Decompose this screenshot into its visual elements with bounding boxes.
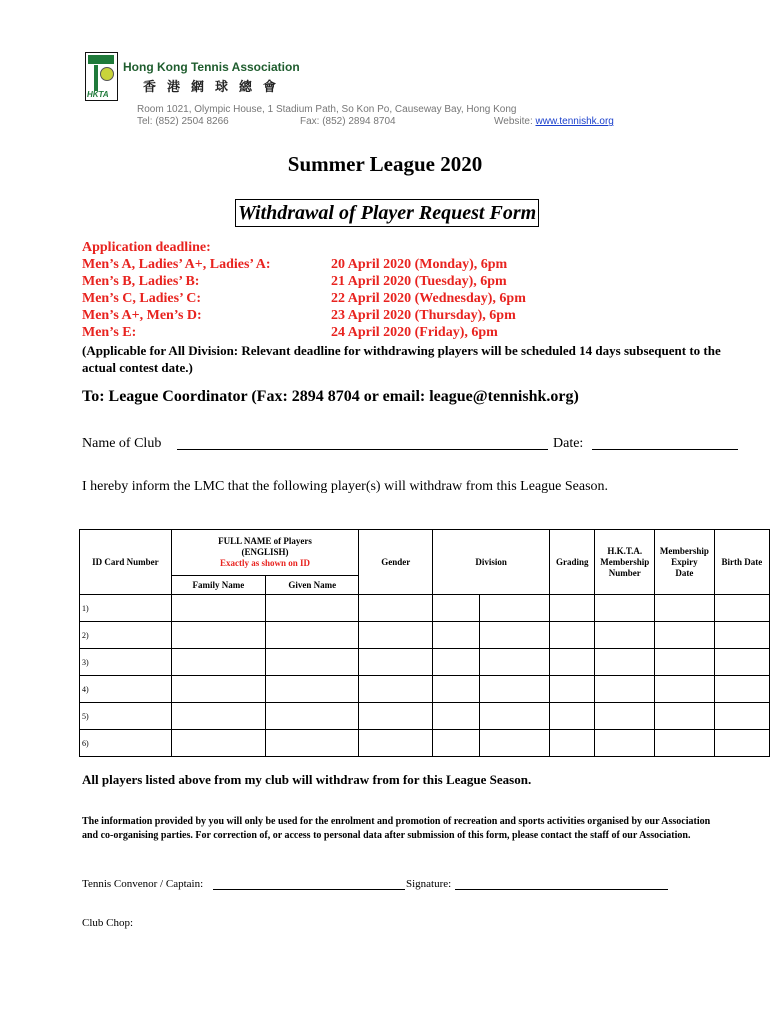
id-card-header: ID Card Number (80, 530, 172, 595)
cell[interactable] (714, 730, 769, 757)
convenor-label: Tennis Convenor / Captain: (82, 878, 204, 890)
table-row (80, 595, 770, 622)
deadline-division: Men’s E: (82, 325, 137, 340)
cell[interactable] (714, 595, 769, 622)
cell[interactable] (550, 730, 595, 757)
cell[interactable] (266, 595, 359, 622)
row-number: 2) (80, 622, 172, 649)
row-number: 1) (80, 595, 172, 622)
cell[interactable] (480, 730, 550, 757)
hkta-number-header (595, 530, 655, 595)
cell[interactable] (655, 622, 715, 649)
association-name-zh: 香港網球總會 (143, 80, 288, 95)
website-label: Website: (494, 116, 536, 127)
withdraw-statement: All players listed above from my club will withdraw from for this League Season. (82, 772, 532, 787)
full-name-english: (ENGLISH) (241, 547, 289, 557)
cell[interactable] (359, 676, 433, 703)
cell[interactable] (433, 649, 480, 676)
division-header: Division (433, 530, 550, 595)
row-number: 5) (80, 703, 172, 730)
cell[interactable] (595, 649, 655, 676)
website (494, 116, 614, 127)
table-row (80, 622, 770, 649)
cell[interactable] (266, 703, 359, 730)
birth-date-header: Birth Date (714, 530, 769, 595)
name-of-club-label: Name of Club (82, 436, 162, 451)
signature-field[interactable] (455, 889, 668, 890)
cell[interactable] (714, 676, 769, 703)
cell[interactable] (433, 703, 480, 730)
cell[interactable] (595, 676, 655, 703)
cell[interactable] (171, 676, 266, 703)
to-coordinator: To: League Coordinator (Fax: 2894 8704 or email: league@tennishk.org) (82, 388, 579, 405)
gender-header: Gender (359, 530, 433, 595)
fax-number: Fax: (852) 2894 8704 (300, 116, 396, 127)
address: Room 1021, Olympic House, 1 Stadium Path, So Kon Po, Causeway Bay, Hong Kong (137, 104, 517, 115)
logo-text: HKTA (87, 90, 109, 99)
hkta-line-3: Number (608, 567, 641, 578)
full-name-title: FULL NAME of Players (218, 536, 312, 546)
cell[interactable] (655, 595, 715, 622)
association-name-en: Hong Kong Tennis Association (123, 60, 300, 74)
cell[interactable] (433, 595, 480, 622)
cell[interactable] (171, 703, 266, 730)
cell[interactable] (655, 676, 715, 703)
row-number: 4) (80, 676, 172, 703)
row-number: 3) (80, 649, 172, 676)
cell[interactable] (714, 649, 769, 676)
cell[interactable] (433, 730, 480, 757)
cell[interactable] (266, 676, 359, 703)
convenor-field[interactable] (213, 889, 405, 890)
cell[interactable] (171, 730, 266, 757)
club-chop-label: Club Chop: (82, 917, 134, 929)
date-label: Date: (553, 436, 584, 451)
telephone: Tel: (852) 2504 8266 (137, 116, 229, 127)
cell[interactable] (480, 649, 550, 676)
full-name-header (171, 530, 359, 576)
cell[interactable] (359, 595, 433, 622)
given-name-header: Given Name (266, 576, 359, 595)
cell[interactable] (595, 622, 655, 649)
cell[interactable] (595, 595, 655, 622)
hkta-line-2: Membership (600, 556, 650, 567)
privacy-statement: The information provided by you will only be used for the enrolment and promotion of recreation and sports activities organised by our Association and co-organising parties. For correction of, or access to personal data after submission of this form, please contact the staff of our Association. (82, 816, 711, 841)
row-number: 6) (80, 730, 172, 757)
cell[interactable] (171, 595, 266, 622)
deadline-heading: Application deadline: (82, 240, 211, 255)
cell[interactable] (171, 649, 266, 676)
deadline-date: 22 April 2020 (Wednesday), 6pm (331, 291, 526, 306)
cell[interactable] (480, 595, 550, 622)
cell[interactable] (266, 730, 359, 757)
deadline-date: 20 April 2020 (Monday), 6pm (331, 257, 508, 272)
cell[interactable] (433, 676, 480, 703)
cell[interactable] (266, 622, 359, 649)
cell[interactable] (714, 622, 769, 649)
deadline-division: Men’s A+, Men’s D: (82, 308, 202, 323)
deadline-division: Men’s C, Ladies’ C: (82, 291, 201, 306)
signature-label: Signature: (406, 878, 452, 890)
club-name-field[interactable] (177, 449, 548, 450)
expiry-line-3: Date (675, 567, 694, 578)
cell[interactable] (550, 649, 595, 676)
form-subtitle: Withdrawal of Player Request Form (235, 199, 539, 227)
family-name-header: Family Name (171, 576, 266, 595)
cell[interactable] (359, 649, 433, 676)
cell[interactable] (480, 676, 550, 703)
table-row (80, 703, 770, 730)
cell[interactable] (480, 622, 550, 649)
cell[interactable] (595, 730, 655, 757)
grading-header: Grading (550, 530, 595, 595)
deadline-note: (Applicable for All Division: Relevant deadline for withdrawing players will be scheduled 14 days subsequent to the actual contest date.) (82, 343, 721, 375)
cell[interactable] (595, 703, 655, 730)
expiry-line-1: Membership (659, 545, 709, 556)
cell[interactable] (655, 730, 715, 757)
cell[interactable] (655, 649, 715, 676)
deadline-date: 21 April 2020 (Tuesday), 6pm (331, 274, 507, 289)
table-row (80, 676, 770, 703)
table-row (80, 649, 770, 676)
cell[interactable] (550, 595, 595, 622)
expiry-line-2: Expiry (671, 556, 698, 567)
inform-statement: I hereby inform the LMC that the following player(s) will withdraw from this League Season. (82, 479, 609, 494)
table-row (80, 730, 770, 757)
cell[interactable] (550, 676, 595, 703)
cell[interactable] (359, 622, 433, 649)
hkta-line-1: H.K.T.A. (607, 545, 643, 556)
cell[interactable] (480, 703, 550, 730)
player-table (79, 529, 770, 757)
page-title: Summer League 2020 (287, 152, 483, 176)
cell[interactable] (433, 622, 480, 649)
cell[interactable] (655, 703, 715, 730)
cell[interactable] (359, 730, 433, 757)
date-field[interactable] (592, 449, 738, 450)
cell[interactable] (714, 703, 769, 730)
deadline-date: 23 April 2020 (Thursday), 6pm (331, 308, 516, 323)
cell[interactable] (550, 622, 595, 649)
cell[interactable] (266, 649, 359, 676)
cell[interactable] (550, 703, 595, 730)
cell[interactable] (171, 622, 266, 649)
website-link[interactable]: www.tennishk.org (535, 116, 614, 127)
cell[interactable] (359, 703, 433, 730)
full-name-note: Exactly as shown on ID (220, 558, 311, 568)
deadline-division: Men’s A, Ladies’ A+, Ladies’ A: (82, 257, 271, 272)
hkta-logo (85, 52, 118, 101)
deadline-date: 24 April 2020 (Friday), 6pm (331, 325, 498, 340)
deadline-division: Men’s B, Ladies’ B: (82, 274, 200, 289)
expiry-header (655, 530, 715, 595)
